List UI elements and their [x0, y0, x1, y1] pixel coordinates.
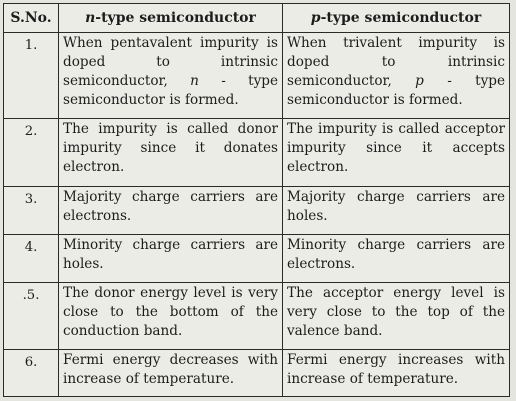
row-number: 4.: [4, 234, 59, 282]
header-p-type: [283, 4, 510, 33]
table-row: [4, 119, 510, 186]
n-type-text: When pentavalent impurity is doped to intrinsic semiconductor,: [63, 35, 278, 89]
n-type-text: - type semiconductor is formed.: [63, 73, 278, 108]
header-p-letter: p: [310, 9, 321, 26]
n-type-symbol: n: [190, 73, 199, 89]
p-type-cell: Minority charge carriers are electrons.: [283, 234, 510, 282]
p-type-cell: Majority charge carriers are holes.: [283, 186, 510, 234]
n-type-cell: The impurity is called donor impurity since it donates electron.: [59, 119, 283, 186]
row-number: 3.: [4, 186, 59, 234]
table-row: [4, 282, 510, 349]
table-row: [4, 186, 510, 234]
row-number: 2.: [4, 119, 59, 186]
header-n-rest: -type semiconductor: [95, 9, 256, 26]
row-number: .5.: [4, 282, 59, 349]
p-type-cell: The impurity is called acceptor impurity since it accepts electron.: [283, 119, 510, 186]
p-type-cell: The acceptor energy level is very close to the top of the valence band.: [283, 282, 510, 349]
p-type-text: When trivalent impurity is doped to intrinsic semiconductor,: [287, 35, 505, 89]
header-p-rest: -type semiconductor: [320, 9, 482, 26]
row-number: 1.: [4, 33, 59, 119]
n-type-cell: [59, 33, 283, 119]
n-type-cell: Fermi energy decreases with increase of temperature.: [59, 349, 283, 396]
p-type-symbol: p: [415, 73, 424, 89]
header-row: [4, 4, 510, 33]
row-number: 6.: [4, 349, 59, 396]
header-n-letter: n: [85, 9, 96, 26]
comparison-table: [3, 3, 510, 397]
table-row: [4, 234, 510, 282]
table-row: [4, 349, 510, 396]
n-type-cell: Majority charge carriers are electrons.: [59, 186, 283, 234]
table-row: [4, 33, 510, 119]
header-sno: S.No.: [4, 4, 59, 33]
p-type-cell: Fermi energy increases with increase of temperature.: [283, 349, 510, 396]
header-n-type: [59, 4, 283, 33]
n-type-cell: Minority charge carriers are holes.: [59, 234, 283, 282]
n-type-cell: The donor energy level is very close to the bottom of the conduction band.: [59, 282, 283, 349]
p-type-text: - type semiconductor is formed.: [287, 73, 505, 108]
p-type-cell: [283, 33, 510, 119]
